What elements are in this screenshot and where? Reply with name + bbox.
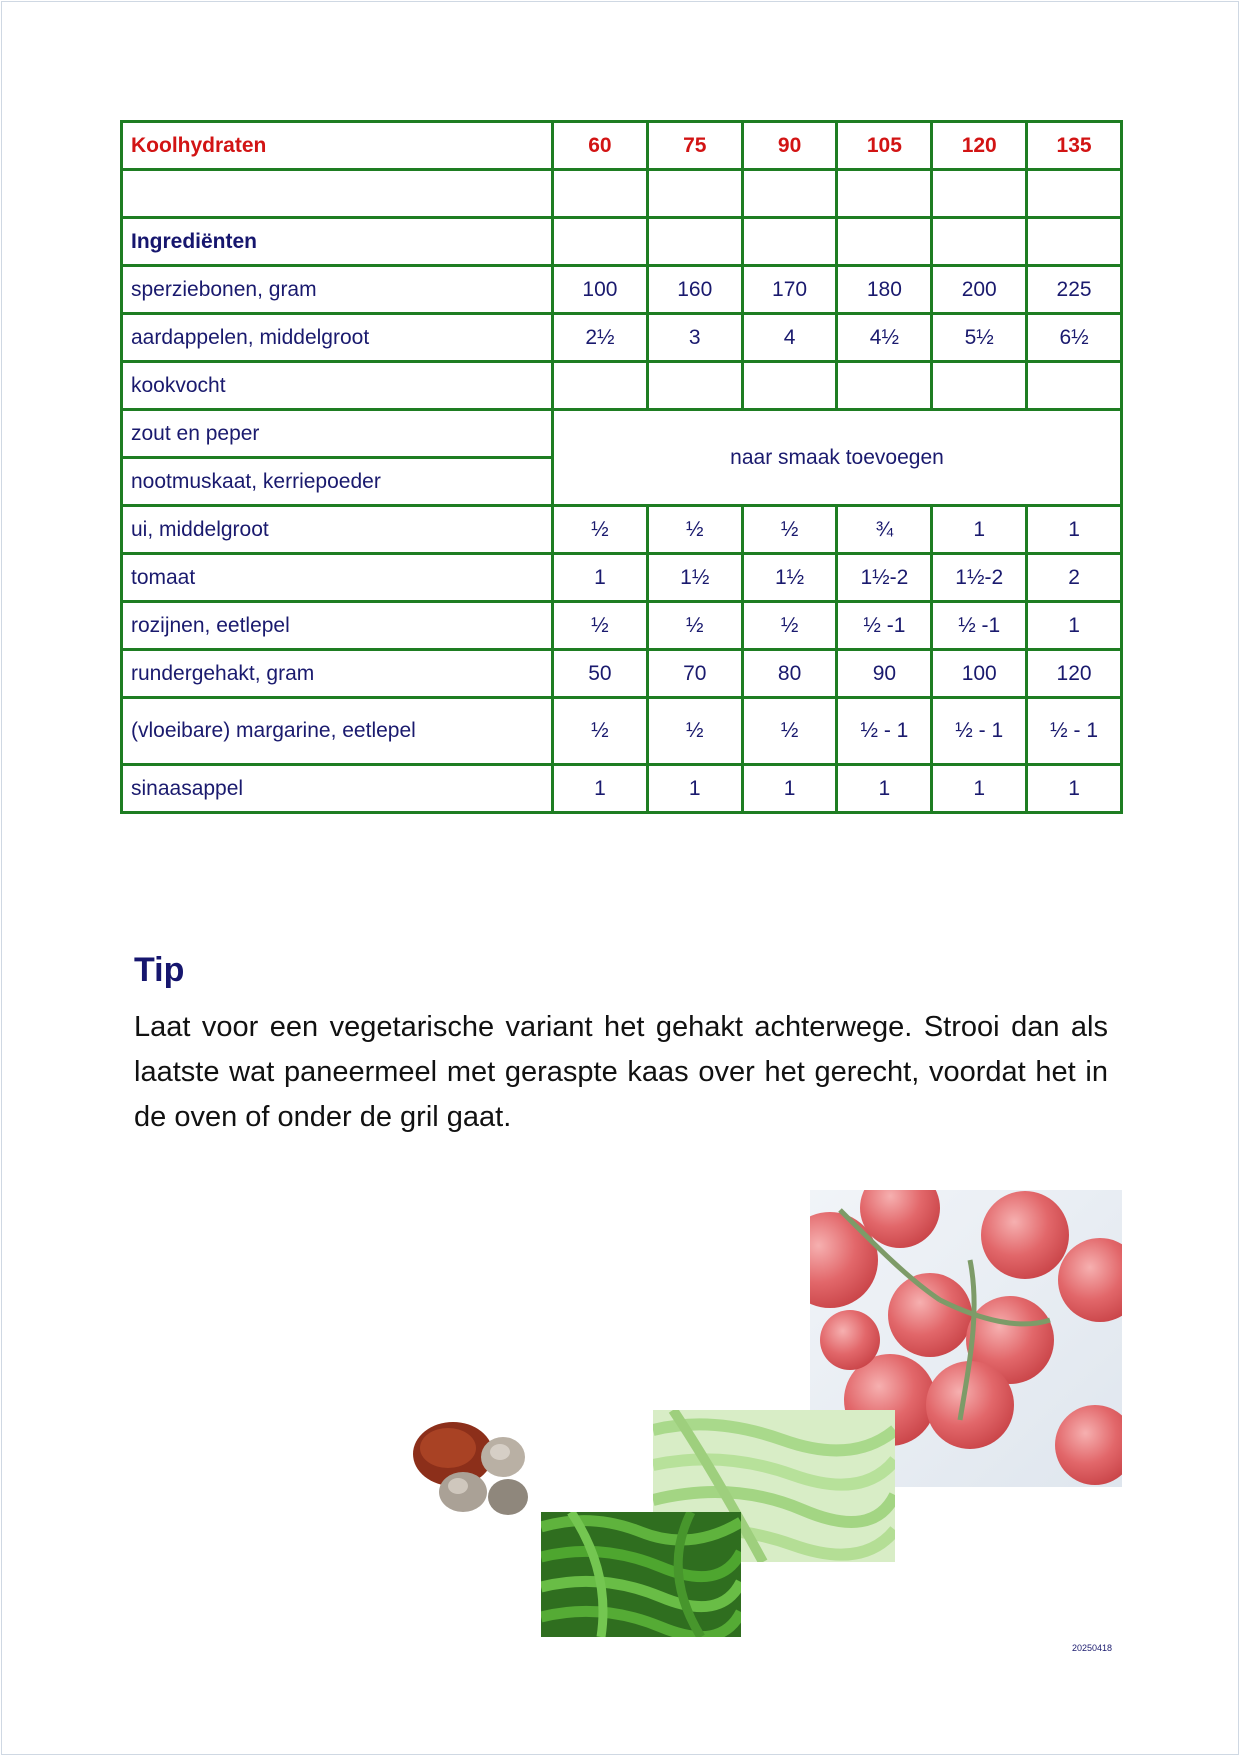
table-row [122, 650, 1122, 698]
header-value: 60 [553, 122, 648, 170]
ingredient-amount: ½ [742, 698, 837, 765]
ingredient-label: tomaat [122, 554, 553, 602]
ingredient-label: rundergehakt, gram [122, 650, 553, 698]
empty-cell [553, 170, 648, 218]
section-row [122, 218, 1122, 266]
table-row [122, 506, 1122, 554]
ingredient-label: sperziebonen, gram [122, 266, 553, 314]
empty-cell [647, 218, 742, 266]
ingredient-amount: 1½-2 [932, 554, 1027, 602]
ingredient-label: kookvocht [122, 362, 553, 410]
ingredient-label: aardappelen, middelgroot [122, 314, 553, 362]
ingredient-amount [837, 362, 932, 410]
ingredient-amount [742, 362, 837, 410]
ingredient-label: sinaasappel [122, 765, 553, 813]
table-row [122, 362, 1122, 410]
ingredient-amount: ½ [553, 506, 648, 554]
ingredient-amount [1027, 362, 1122, 410]
ingredient-amount: 1½-2 [837, 554, 932, 602]
ingredient-amount: 1 [1027, 506, 1122, 554]
table-row [122, 698, 1122, 765]
ingredient-amount: ½ - 1 [1027, 698, 1122, 765]
ingredient-amount: ½ - 1 [932, 698, 1027, 765]
ingredient-amount: ½ [647, 506, 742, 554]
ingredient-label: rozijnen, eetlepel [122, 602, 553, 650]
ingredient-amount: ½ [742, 602, 837, 650]
empty-cell [742, 170, 837, 218]
ingredient-amount: ½ [647, 602, 742, 650]
header-value: 120 [932, 122, 1027, 170]
ingredient-amount: 70 [647, 650, 742, 698]
ingredient-amount: 1½ [742, 554, 837, 602]
ingredient-amount: ½ [647, 698, 742, 765]
ingredient-amount: 2½ [553, 314, 648, 362]
ingredient-amount: 225 [1027, 266, 1122, 314]
table-row [122, 554, 1122, 602]
ingredient-amount: 1 [553, 765, 648, 813]
empty-cell [837, 218, 932, 266]
ingredient-amount: ½ -1 [932, 602, 1027, 650]
empty-cell [1027, 170, 1122, 218]
table-header-row [122, 122, 1122, 170]
empty-cell [122, 170, 553, 218]
ingredient-amount: 180 [837, 266, 932, 314]
header-value: 75 [647, 122, 742, 170]
ingredient-amount: 2 [1027, 554, 1122, 602]
table-row [122, 266, 1122, 314]
ingredient-amount: 1 [1027, 602, 1122, 650]
ingredient-amount: 6½ [1027, 314, 1122, 362]
ingredient-amount: 1½ [647, 554, 742, 602]
ingredient-amount: ½ - 1 [837, 698, 932, 765]
table-row [122, 602, 1122, 650]
ingredient-amount: 200 [932, 266, 1027, 314]
tip-title: Tip [134, 951, 185, 989]
header-value: 105 [837, 122, 932, 170]
table-row [122, 314, 1122, 362]
empty-cell [553, 218, 648, 266]
ingredient-amount: 100 [553, 266, 648, 314]
header-label: Koolhydraten [122, 122, 553, 170]
ingredient-amount [647, 362, 742, 410]
empty-cell [932, 170, 1027, 218]
green-beans-image [541, 1512, 741, 1637]
ingredient-label: ui, middelgroot [122, 506, 553, 554]
ingredient-amount: ½ [553, 698, 648, 765]
ingredient-amount: 1 [932, 506, 1027, 554]
empty-cell [837, 170, 932, 218]
ingredient-amount: 50 [553, 650, 648, 698]
ingredient-amount: 4 [742, 314, 837, 362]
ingredient-amount: ½ [742, 506, 837, 554]
ingredient-amount: 4½ [837, 314, 932, 362]
ingredient-amount: 1 [553, 554, 648, 602]
ingredient-amount: ½ [553, 602, 648, 650]
ingredient-amount: 1 [932, 765, 1027, 813]
ingredient-label: zout en peper [122, 410, 553, 458]
ingredient-amount: 1 [837, 765, 932, 813]
merged-note: naar smaak toevoegen [553, 410, 1122, 506]
ingredient-amount: 3 [647, 314, 742, 362]
ingredient-label: nootmuskaat, kerriepoeder [122, 458, 553, 506]
ingredient-amount: 1 [647, 765, 742, 813]
spices-image [408, 1412, 543, 1530]
ingredient-amount: 80 [742, 650, 837, 698]
tip-text: Laat voor een vegetarische variant het gehakt achterwege. Strooi dan als laatste wat paneermeel met geraspte kaas over het gerecht, voordat het in de oven of onder de gril gaat. [134, 1011, 1108, 1133]
recipe-table [120, 120, 1123, 814]
ingredient-amount [553, 362, 648, 410]
ingredient-amount: 170 [742, 266, 837, 314]
ingredient-amount: 120 [1027, 650, 1122, 698]
ingredient-amount: 100 [932, 650, 1027, 698]
ingredient-amount: 90 [837, 650, 932, 698]
ingredient-amount: 1 [742, 765, 837, 813]
ingredient-amount: 1 [1027, 765, 1122, 813]
header-value: 135 [1027, 122, 1122, 170]
ingredient-amount: ½ -1 [837, 602, 932, 650]
header-value: 90 [742, 122, 837, 170]
section-label: Ingrediënten [122, 218, 553, 266]
table-row [122, 765, 1122, 813]
empty-cell [1027, 218, 1122, 266]
empty-row [122, 170, 1122, 218]
empty-cell [932, 218, 1027, 266]
ingredient-amount: 160 [647, 266, 742, 314]
document-code: 20250418 [1072, 1643, 1113, 1653]
empty-cell [647, 170, 742, 218]
empty-cell [742, 218, 837, 266]
ingredient-label: (vloeibare) margarine, eetlepel [122, 698, 553, 765]
table-row [122, 410, 1122, 458]
ingredient-amount [932, 362, 1027, 410]
ingredient-amount: ¾ [837, 506, 932, 554]
ingredient-amount: 5½ [932, 314, 1027, 362]
